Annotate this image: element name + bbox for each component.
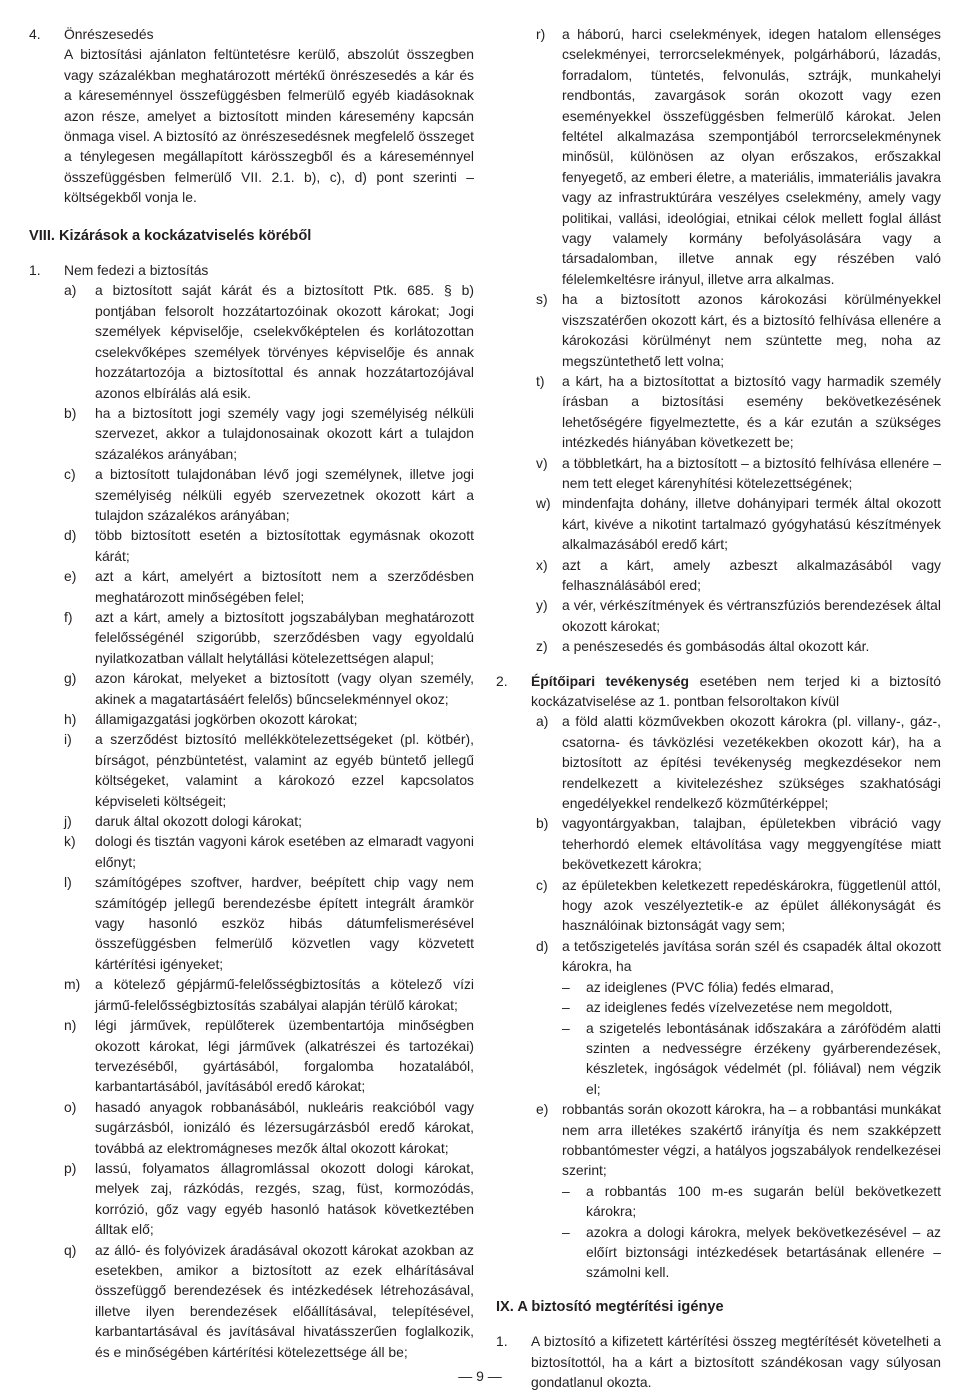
item-label: q): [64, 1241, 77, 1258]
list-item: [29, 525, 474, 566]
dash-item: – azokra a dologi károkra, melyek bekövetkezésével – az előírt biztonsági intézkedések betartásának ellenére – számolni kell.: [562, 1223, 941, 1281]
point-number: 1.: [29, 262, 41, 279]
item-label: b): [64, 404, 77, 421]
item-label: f): [64, 608, 73, 625]
section-4-number: 4.: [29, 26, 41, 42]
item-text: ha a biztosított jogi személy vagy jogi személyiség nélküli szervezet, akkor a tulajdonosainak okozott kárt a tulajdon százalékos arányában;: [95, 404, 474, 462]
item-text: a kötelező gépjármű-felelősségbiztosítás a kötelező vízi jármű-felelősségbiztosítás szabályai alapján térülő károkat;: [95, 976, 474, 1013]
list-item: [29, 464, 474, 525]
item-text: a penészesedés és gombásodás által okozott kár.: [562, 638, 870, 655]
item-label: k): [64, 833, 76, 850]
item-text: mindenfajta dohány, illetve dohányipari termék által okozott kárt, kivéve a nikotint tartalmazó gyógyhatású készítmények alkalmazásából eredő kárt;: [562, 495, 941, 553]
item-text: a háború, harci cselekmények, idegen hatalom ellenséges cselekményei, terrorcselekmények, polgárháború, lázadás, forradalom, tüntetés, felvonulás, sztrájk, munkahelyi rendbontás, zavargások során okozott vagy ezen eseményekkel összefüggésben felmerülő károkat. Jelen feltétel alkalmazása szempontjából terrorcselekménynek minősül, különösen az olyan erőszakos, erőszakkal fenyegető, az emberi életre, a materiális, immateriális javakra vagy az infrastruktúrára veszélyes cselekmény, amely vagy politikai, vallási, ideológiai, etnikai célok mellett foglal állást vagy valamely kormány befolyásolására vagy a társadalomban, illetve annak egy részében való félelemkeltésre irányul, illetve arra alkalmas.: [562, 26, 941, 287]
list-item: [29, 566, 474, 607]
list-item: [29, 831, 474, 872]
item-label: p): [64, 1159, 77, 1176]
item-label: s): [536, 291, 548, 308]
item-text: a szerződést biztosító mellékkötelezettségeket (pl. kötbér), bírságot, pénzbüntetést, valamint az egyéb büntető jellegű költségeket, valamint a károkozó ezzel kapcsolatos képviseleti költségeit;: [95, 731, 474, 809]
item-label: t): [536, 372, 545, 389]
point-number: 1.: [496, 1333, 508, 1350]
section-4: [29, 24, 474, 208]
list-item: [496, 371, 941, 453]
list-item: [29, 709, 474, 729]
list-item: [29, 668, 474, 709]
item-label: m): [64, 976, 81, 993]
item-label: w): [536, 495, 551, 512]
item-text: a kárt, ha a biztosítottat a biztosító vagy harmadik személy írásban a biztosítási esemény bekövetkezésének lehetőségére figyelmeztette, és a kár ezután a szükséges intézkedés hiányában következett be;: [562, 372, 941, 451]
list-item: [29, 607, 474, 668]
item-text: azt a kárt, amely azbeszt alkalmazásából vagy felhasználásából ered;: [562, 556, 941, 593]
exclusion-list-continued: [496, 24, 941, 657]
section-4-title: Önrészesedés: [64, 26, 154, 42]
item-text: dologi és tisztán vagyoni károk esetében az elmaradt vagyoni előnyt;: [95, 833, 474, 870]
list-item: [29, 1097, 474, 1158]
item-label: l): [64, 874, 72, 891]
point-intro: Nem fedezi a biztosítás: [64, 262, 209, 279]
right-column: [496, 24, 941, 1392]
list-item: [29, 1015, 474, 1097]
item-text: hasadó anyagok robbanásából, nukleáris reakcióból vagy sugárzásból, ionizáló és lézersugárzásból eredő károkat, továbbá az elektromágneses mezők által okozott károkat;: [95, 1098, 474, 1156]
item-label: y): [536, 597, 548, 614]
list-item: [496, 289, 941, 371]
item-label: g): [64, 670, 77, 687]
section-8-heading: VIII. Kizárások a kockázatviselés köréből: [29, 227, 312, 244]
item-label: c): [64, 466, 76, 483]
list-item: [29, 729, 474, 811]
dash-item: – az ideiglenes fedés vízelvezetése nem megoldott,: [562, 999, 893, 1016]
point-2-keyword: Építőipari tevékenység: [531, 672, 690, 689]
list-item: [29, 1158, 474, 1240]
item-text: a többletkárt, ha a biztosított – a biztosító felhívása ellenére – nem tett eleget kárenyhítési kötelezettségének;: [562, 454, 941, 491]
list-item: e) robbantás során okozott károkra, ha – a robbantási munkákat nem arra illetékes szakértő irányítja és nem szakképzett robbantómester végzi, a hatályos jogszabályok rendelkezései szerint;: [536, 1101, 941, 1179]
exclusion-list: [29, 280, 474, 1362]
item-text: lassú, folyamatos állagromlással okozott dologi károkat, melyek zaj, rázkódás, rezgés, szag, füst, kormozódás, korrózió, gőz vagy egyéb hasonló hatások következtében álltak elő;: [95, 1159, 474, 1238]
list-item: [496, 636, 941, 656]
section-8-point-1: [29, 260, 474, 280]
dash-item: – az ideiglenes (PVC fólia) fedés elmarad,: [562, 978, 834, 995]
item-label: a): [64, 282, 77, 299]
item-label: d): [64, 527, 77, 544]
item-label: x): [536, 556, 548, 573]
item-label: v): [536, 454, 548, 471]
list-item: [496, 453, 941, 494]
list-item: [496, 555, 941, 596]
item-text: több biztosított esetén a biztosítottak egymásnak okozott kárát;: [95, 527, 474, 564]
section-4-text: A biztosítási ajánlaton feltüntetésre kerülő, abszolút összegben vagy százalékban meghatározott mértékű önrészesedés a kár és a káreseménnyel összefüggésben felmerülő egyéb kiadásoknak azon része, amelyet a biztosított minden káresemény kapcsán önmaga visel. A biztosító az önrészesedésnek megfelelő összeget a ténylegesen megállapított kárösszegből és a káreseménnyel összefüggésben felmerülő VII. 2.1. b), c), d) pont szerinti – költségekből vonja le.: [64, 46, 474, 206]
item-text: a biztosított saját kárát és a biztosított Ptk. 685. § b) pontjában felsorolt hozzátartozóinak okozott károkat; Jogi személyek képviselője, cselekvőképtelen és korlátozottan cselekvőképes személyek törvényes képviselője és annak hozzátartozója a biztosítottal és annak hozzátartozójával azonos elbírálás alá esik.: [95, 282, 474, 401]
item-text: azon károkat, melyeket a biztosított (vagy olyan személy, akinek a magatartásáért felelős) bűncselekménnyel okoz;: [95, 670, 474, 707]
list-item: [29, 974, 474, 1015]
item-text: államigazgatási jogkörben okozott károkat;: [95, 711, 358, 727]
section-9-heading: IX. A biztosító megtérítési igénye: [496, 1298, 724, 1315]
dash-item: – a robbantás 100 m-es sugarán belül bekövetkezett károkra;: [562, 1182, 941, 1220]
list-item: d) a tetőszigetelés javítása során szél és csapadék által okozott károkra, ha: [536, 937, 941, 975]
left-column: [29, 24, 474, 1362]
item-label: r): [536, 26, 546, 42]
item-label: z): [536, 638, 548, 655]
item-text: azt a kárt, amely a biztosított jogszabályban meghatározott felelősségénél szigorúbb, szerződésben vagy egyoldalú nyilatkozatban vállalt helytállási kötelezettségen alapul;: [95, 608, 474, 666]
list-item: [29, 280, 474, 402]
list-item: c) az épületekben keletkezett repedéskárokra, függetlenül attól, hogy azok veszélyeztetik-e az épület állékonyságát és használóinak biztonságát vagy sem;: [536, 876, 941, 934]
item-label: e): [64, 568, 77, 585]
list-item: [29, 403, 474, 464]
point-2-intro: esetében nem terjed ki a biztosító kockázatviselése az 1. pontban felsoroltakon kívül: [531, 672, 941, 709]
item-label: i): [64, 731, 72, 748]
item-label: n): [64, 1017, 77, 1034]
item-text: légi járművek, repülőterek üzembentartója minőségben okozott károkat, légi járművek (alkatrészei és tartozékai) tervezéséből, gyártásából, forgalomba hozatalából, karbantartásából, javításából eredő károkat;: [95, 1017, 474, 1095]
list-item: [496, 595, 941, 636]
item-text: ha a biztosított azonos károkozási körülményekkel viszszatérően okozott kárt, és a biztosító felhívása ellenére a károkozási körülményt nem szüntette meg, noha az megszüntethető lett volna;: [562, 291, 941, 369]
item-text: a vér, vérkészítmények és vértranszfúziós berendezések által okozott károkat;: [562, 597, 941, 634]
list-item: [496, 24, 941, 289]
list-item: [496, 493, 941, 554]
list-item: b) vagyontárgyakban, talajban, épületekben vibráció vagy teherhordó elemek eltávolítása vagy meggyengítése miatt bekövetkezett károkra;: [536, 815, 941, 873]
section-8-point-2: [496, 671, 941, 712]
item-text: daruk által okozott dologi károkat;: [95, 813, 302, 830]
list-item: [29, 1240, 474, 1362]
list-item: a) a föld alatti közművekben okozott károkra (pl. villany-, gáz-, csatorna- és távközlési vezetékekben okozott kár), ha a biztosított az építési tevékenység megkezdésekor nem rendelkezett a kivitelezéshez szükséges szakhatósági engedélyekkel rendelkező közműtérképpel;: [536, 713, 941, 812]
page-number: — 9 —: [458, 1368, 502, 1384]
item-text: azt a kárt, amelyért a biztosított nem a szerződésben meghatározott minőségében felel;: [95, 568, 474, 605]
item-text: számítógépes szoftver, hardver, beépített chip vagy nem számítógép jellegű berendezésbe épített integrált áramkör vagy hasonló eszköz hibás dátumfelismerésével összefüggésben felmerülő közvetlen vagy közvetett kártérítési igényeket;: [95, 874, 474, 972]
item-label: o): [64, 1098, 77, 1115]
item-text: a biztosított tulajdonában lévő jogi személynek, illetve jogi személyiség nélküli egyéb szervezetnek okozott kárt a tulajdon százalékos arányában;: [95, 466, 474, 523]
item-text: az álló- és folyóvizek áradásával okozott károkat azokban az esetekben, amikor a biztosított az ezek elhárításával összefüggő berendezések és intézkedések létrehozásával, illetve ilyen berendezések előállításával, telepítésével, karbantartásával és javításával hivatásszerűen foglalkozik, és e minőségében kártérítési kötelezettsége áll be;: [95, 1241, 474, 1360]
item-label: h): [64, 711, 77, 727]
item-label: j): [64, 813, 72, 830]
dash-item: – a szigetelés lebontásának időszakára a zárófödém alatti szinten a nedvességre érzékeny gyárberendezések, készletek, ingóságok védelmét (pl. fóliával) nem végzik el;: [562, 1019, 941, 1097]
section-9-text: A biztosító a kifizetett kártérítési összeg megtérítését követelheti a biztosítottól, ha a kárt a biztosított szándékosan vagy súlyosan gondatlanul okozta.: [531, 1333, 941, 1390]
point-number: 2.: [496, 672, 508, 689]
list-item: [29, 811, 474, 831]
list-item: [29, 872, 474, 974]
